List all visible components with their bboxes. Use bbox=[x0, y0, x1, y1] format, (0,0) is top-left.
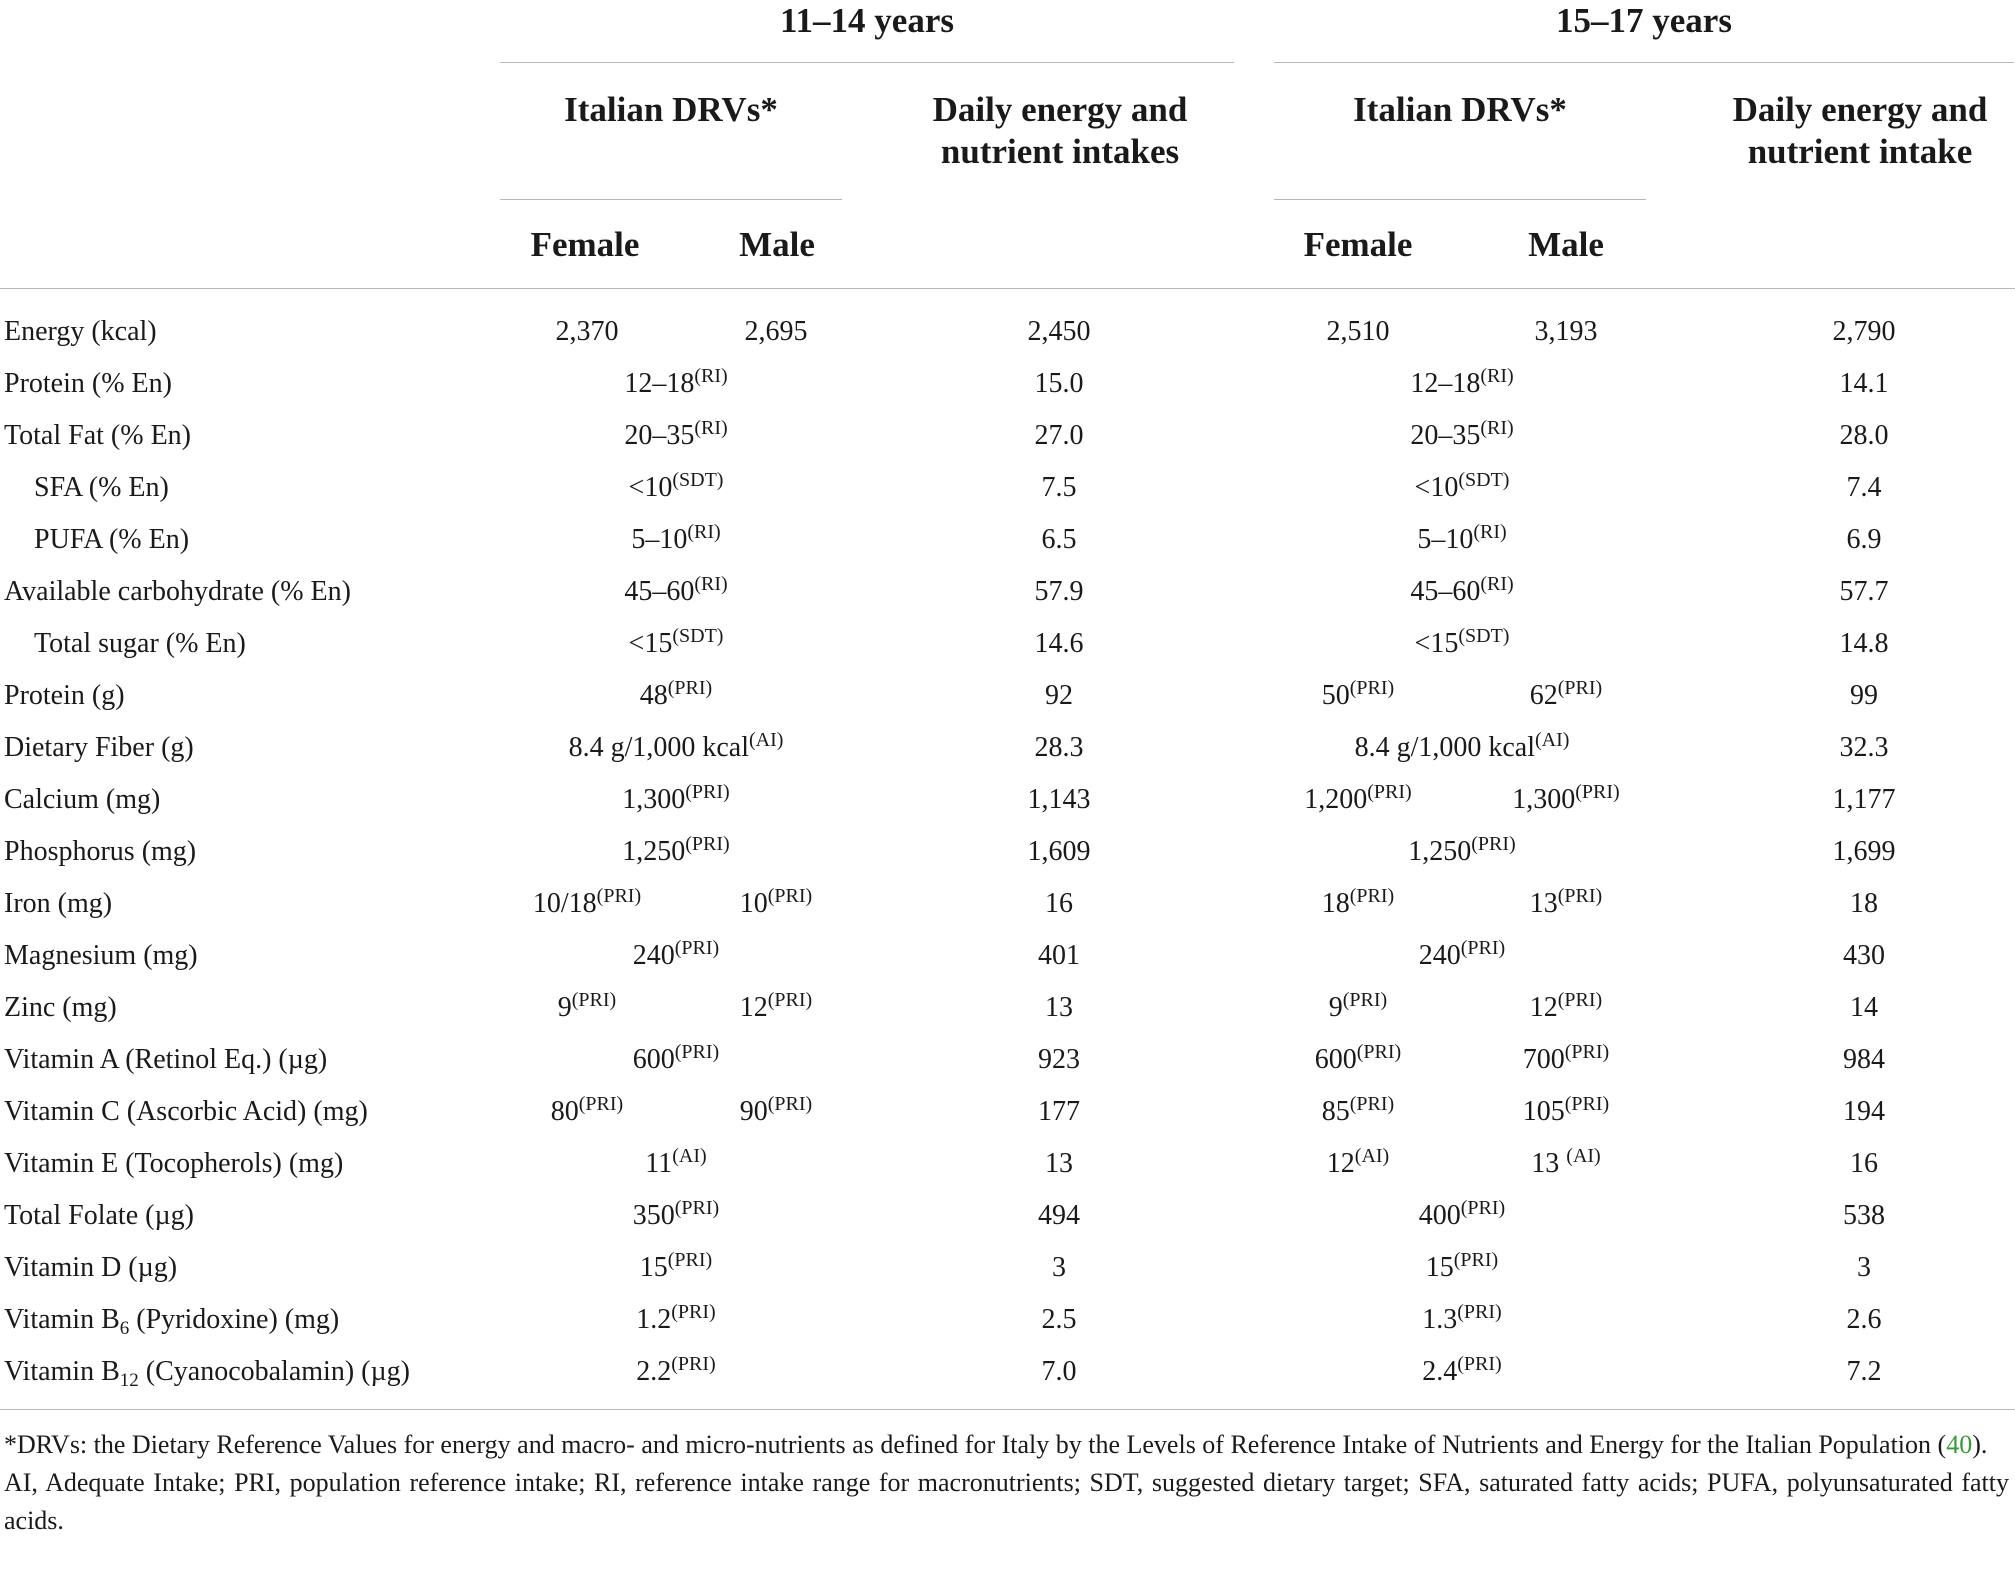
group-header-15-17: 15–17 years bbox=[1556, 1, 1732, 40]
drv-11-14-male-qualifier: (PRI) bbox=[767, 989, 813, 1011]
intake-11-14: 7.5 bbox=[1041, 472, 1077, 503]
drv-15-17-male-value: 62 bbox=[1529, 680, 1558, 711]
drv-15-17-both-value: 1,250 bbox=[1408, 836, 1472, 867]
intake-11-14: 6.5 bbox=[1041, 524, 1077, 555]
drv-15-17-male-qualifier: (PRI) bbox=[1557, 677, 1603, 699]
drv-11-14-both-value: 48 bbox=[639, 680, 668, 711]
drv-11-14-male-value: 12 bbox=[739, 992, 768, 1023]
table-row bbox=[0, 1086, 2015, 1138]
drv-11-14-both-qualifier: (PRI) bbox=[674, 937, 720, 959]
drv-15-17-female-value: 12 bbox=[1326, 1148, 1355, 1179]
row-label: Calcium (mg) bbox=[4, 784, 161, 815]
drv-11-14-both-qualifier: (SDT) bbox=[672, 625, 724, 647]
drv-15-17-both-qualifier: (PRI) bbox=[1460, 937, 1506, 959]
drv-11-14-both-value: 12–18 bbox=[624, 368, 695, 399]
intake-11-14: 92 bbox=[1045, 680, 1073, 711]
intake-11-14: 13 bbox=[1045, 992, 1073, 1023]
drv-15-17-male-qualifier: (PRI) bbox=[1557, 989, 1603, 1011]
intake-11-14: 177 bbox=[1038, 1096, 1080, 1127]
drv-15-17-both bbox=[1410, 358, 1513, 410]
drv-15-17-female-value: 2,510 bbox=[1326, 316, 1390, 347]
table-row bbox=[0, 878, 2015, 930]
table-row bbox=[0, 566, 2015, 618]
reference-link-40[interactable]: 40 bbox=[1946, 1430, 1973, 1459]
drv-15-17-both bbox=[1417, 514, 1506, 566]
drv-11-14-both-value: <15 bbox=[628, 628, 673, 659]
intake-15-17: 14.8 bbox=[1839, 628, 1889, 659]
drv-11-14-both-qualifier: (RI) bbox=[694, 365, 728, 387]
drv-15-17-male bbox=[1535, 306, 1598, 358]
drv-11-14-both bbox=[633, 1034, 719, 1086]
intake-11-14: 494 bbox=[1038, 1200, 1080, 1231]
drv-15-17-both bbox=[1410, 566, 1513, 618]
drv-11-14-both-value: 350 bbox=[632, 1200, 675, 1231]
drv-15-17-both-value: 45–60 bbox=[1410, 576, 1481, 607]
drv-11-14-both-qualifier: (PRI) bbox=[671, 1353, 716, 1375]
intake-15-17: 99 bbox=[1850, 680, 1878, 711]
drv-15-17-both-qualifier: (RI) bbox=[1473, 521, 1507, 543]
row-label: Vitamin $B_{12}$ (Cyanocobalamin) (µg) bbox=[4, 1356, 410, 1391]
table-row bbox=[0, 826, 2015, 878]
drv-15-17-female-qualifier: (PRI) bbox=[1349, 677, 1395, 699]
drv-15-17-both bbox=[1408, 826, 1515, 878]
drv-15-17-female bbox=[1322, 1086, 1394, 1138]
table-bottom-rule bbox=[0, 1409, 2015, 1410]
drv-11-14-both-qualifier: (PRI) bbox=[685, 781, 730, 803]
intake-15-17: 7.4 bbox=[1846, 472, 1882, 503]
female-header-15-17: Female bbox=[1303, 225, 1413, 264]
drv-11-14-male-value: 90 bbox=[739, 1096, 768, 1127]
drv-15-17-both-qualifier: (PRI) bbox=[1453, 1249, 1499, 1271]
drv-15-17-female-qualifier: (PRI) bbox=[1367, 781, 1412, 803]
drv-15-17-male bbox=[1530, 878, 1602, 930]
drv-15-17-both-value: 20–35 bbox=[1410, 420, 1481, 451]
drv-15-17-both bbox=[1415, 462, 1510, 514]
drv-15-17-both-value: 240 bbox=[1418, 940, 1461, 971]
drv-11-14-male-qualifier: (PRI) bbox=[767, 1093, 813, 1115]
intake-15-17: 32.3 bbox=[1839, 732, 1889, 763]
drv-15-17-female-value: 50 bbox=[1321, 680, 1350, 711]
drv-11-14-both-qualifier: (PRI) bbox=[667, 677, 713, 699]
drv-15-17-both-qualifier: (PRI) bbox=[1457, 1353, 1502, 1375]
drv-15-17-both-value: 1.3 bbox=[1422, 1304, 1458, 1335]
drv-15-17-male-value: 700 bbox=[1522, 1044, 1565, 1075]
intake-11-14: 1,609 bbox=[1027, 836, 1091, 867]
intake-11-14: 14.6 bbox=[1034, 628, 1084, 659]
drv-15-17-both-qualifier: (AI) bbox=[1534, 729, 1570, 751]
drv-15-17-both-value: 15 bbox=[1425, 1252, 1454, 1283]
intake-15-17: 194 bbox=[1843, 1096, 1885, 1127]
drv-15-17-both bbox=[1422, 1346, 1501, 1398]
drv-15-17-male-value: 13 bbox=[1529, 888, 1558, 919]
table-row bbox=[0, 1034, 2015, 1086]
row-label: Total Folate (µg) bbox=[4, 1200, 194, 1231]
intake-15-17: 984 bbox=[1843, 1044, 1885, 1075]
drv-15-17-both bbox=[1422, 1294, 1501, 1346]
drv-15-17-both bbox=[1355, 722, 1570, 774]
drv-11-14-male-value: 10 bbox=[739, 888, 768, 919]
table-row bbox=[0, 722, 2015, 774]
drv-11-14-female-value: 80 bbox=[550, 1096, 579, 1127]
drv-11-14-both bbox=[624, 358, 727, 410]
drv-15-17-male-qualifier: (PRI) bbox=[1564, 1093, 1610, 1115]
drv-11-14-both-qualifier: (PRI) bbox=[685, 833, 730, 855]
drv-11-14-female bbox=[556, 306, 619, 358]
intake-15-17: 28.0 bbox=[1839, 420, 1889, 451]
table-row bbox=[0, 514, 2015, 566]
drv-15-17-male-qualifier: (AI) bbox=[1566, 1145, 1601, 1167]
drv-11-14-both-qualifier: (SDT) bbox=[672, 469, 724, 491]
drv-15-17-female bbox=[1322, 878, 1394, 930]
intake-15-17: 16 bbox=[1850, 1148, 1878, 1179]
table-row bbox=[0, 1190, 2015, 1242]
drv-11-14-both-qualifier: (PRI) bbox=[674, 1041, 720, 1063]
drv-11-14-male bbox=[740, 1086, 812, 1138]
table-row bbox=[0, 774, 2015, 826]
female-header-11-14: Female bbox=[530, 225, 640, 264]
drv-11-14-female bbox=[533, 878, 641, 930]
drv-11-14-both bbox=[629, 618, 724, 670]
row-label: SFA (% En) bbox=[34, 472, 169, 503]
drv-11-14-both-qualifier: (PRI) bbox=[671, 1301, 716, 1323]
drv-11-14-both-qualifier: (AI) bbox=[672, 1145, 707, 1167]
drv-11-14-both-qualifier: (RI) bbox=[694, 573, 728, 595]
intake-15-17: 18 bbox=[1850, 888, 1878, 919]
drv-15-17-female-value: 9 bbox=[1328, 992, 1343, 1023]
drv-15-17-male-value: 3,193 bbox=[1534, 316, 1598, 347]
drv-11-14-both-value: 600 bbox=[632, 1044, 675, 1075]
abbreviation-footnote: AI, Adequate Intake; PRI, population reference intake; RI, reference intake range for macronutrients; SDT, suggested dietary target; SFA, saturated fatty acids; PUFA, polyunsaturated fatty acids. bbox=[4, 1468, 2009, 1535]
drv-11-14-both bbox=[645, 1138, 706, 1190]
intake-header-11-14-line1: Daily energy and bbox=[932, 90, 1188, 129]
drv-11-14-female-qualifier: (PRI) bbox=[596, 885, 642, 907]
intake-11-14: 2.5 bbox=[1041, 1304, 1077, 1335]
intake-15-17: 14.1 bbox=[1839, 368, 1889, 399]
footnotes bbox=[4, 1426, 2009, 1540]
intake-15-17: 2,790 bbox=[1832, 316, 1896, 347]
drv-15-17-both bbox=[1426, 1242, 1498, 1294]
drv-15-17-female-value: 1,200 bbox=[1304, 784, 1368, 815]
drv-15-17-female bbox=[1315, 1034, 1401, 1086]
drv-11-14-female bbox=[558, 982, 616, 1034]
drv-11-14-both-value: 1.2 bbox=[636, 1304, 672, 1335]
intake-15-17: 1,177 bbox=[1832, 784, 1896, 815]
drv-11-14-both-value: 15 bbox=[639, 1252, 668, 1283]
drv-11-14-female-value: 10/18 bbox=[532, 888, 597, 919]
drv-15-17-both bbox=[1415, 618, 1510, 670]
drv-11-14-female bbox=[551, 1086, 623, 1138]
drv-11-14-both-value: <10 bbox=[628, 472, 673, 503]
drv-15-17-female-value: 600 bbox=[1314, 1044, 1357, 1075]
row-label: Protein (% En) bbox=[4, 368, 172, 399]
drv-15-17-both-value: 8.4 g/1,000 kcal bbox=[1354, 732, 1535, 763]
row-label: Vitamin A (Retinol Eq.) (µg) bbox=[4, 1044, 328, 1075]
drv-11-14-both bbox=[624, 566, 727, 618]
drv-15-17-male-value: 13 bbox=[1531, 1148, 1567, 1179]
drv-footnote-end: ). bbox=[1972, 1430, 1988, 1459]
drv-11-14-both bbox=[640, 1242, 712, 1294]
drv-11-14-female-value: 2,370 bbox=[555, 316, 619, 347]
drv-15-17-male bbox=[1523, 1034, 1609, 1086]
drv-11-14-male-value: 2,695 bbox=[744, 316, 808, 347]
drv-15-17-both-value: 2.4 bbox=[1422, 1356, 1458, 1387]
row-label: PUFA (% En) bbox=[34, 524, 190, 555]
drv-15-17-both-value: <10 bbox=[1414, 472, 1459, 503]
drv-11-14-both-value: 11 bbox=[645, 1148, 673, 1179]
drv-11-14-both-value: 8.4 g/1,000 kcal bbox=[568, 732, 749, 763]
drv-11-14-both bbox=[624, 410, 727, 462]
table-row bbox=[0, 618, 2015, 670]
intake-11-14: 16 bbox=[1045, 888, 1073, 919]
intake-header-15-17-line1: Daily energy and bbox=[1732, 90, 1988, 129]
group-rule-15-17 bbox=[1274, 62, 2014, 63]
table-row bbox=[0, 1294, 2015, 1346]
intake-11-14: 28.3 bbox=[1034, 732, 1084, 763]
drv-15-17-both bbox=[1410, 410, 1513, 462]
intake-header-11-14-line2: nutrient intakes bbox=[940, 132, 1180, 171]
drv-15-17-male-value: 12 bbox=[1529, 992, 1558, 1023]
drv-15-17-female-qualifier: (PRI) bbox=[1349, 885, 1395, 907]
drv-15-17-both-qualifier: (RI) bbox=[1480, 417, 1514, 439]
row-label: Vitamin E (Tocopherols) (mg) bbox=[4, 1148, 344, 1179]
drv-15-17-female bbox=[1322, 670, 1394, 722]
drv-11-14-both-value: 45–60 bbox=[624, 576, 695, 607]
intake-11-14: 1,143 bbox=[1027, 784, 1091, 815]
row-label: Total Fat (% En) bbox=[4, 420, 191, 451]
drv-11-14-female-value: 9 bbox=[557, 992, 572, 1023]
drv-11-14-female-qualifier: (PRI) bbox=[578, 1093, 624, 1115]
intake-header-11-14 bbox=[880, 89, 1240, 173]
group-header-11-14: 11–14 years bbox=[779, 1, 954, 40]
drv-11-14-both bbox=[631, 514, 720, 566]
table-row bbox=[0, 1346, 2015, 1398]
drv-15-17-male-qualifier: (PRI) bbox=[1564, 1041, 1610, 1063]
drv-15-17-male bbox=[1530, 982, 1602, 1034]
drv-11-14-both-value: 1,300 bbox=[622, 784, 686, 815]
row-label: Energy (kcal) bbox=[4, 316, 157, 347]
row-label: Available carbohydrate (% En) bbox=[4, 576, 351, 607]
drv-15-17-male-value: 105 bbox=[1522, 1096, 1565, 1127]
drv-15-17-male bbox=[1523, 1086, 1609, 1138]
intake-11-14: 3 bbox=[1052, 1252, 1066, 1283]
row-label: Protein (g) bbox=[4, 680, 125, 711]
drv-15-17-both-qualifier: (PRI) bbox=[1471, 833, 1516, 855]
intake-15-17: 6.9 bbox=[1846, 524, 1882, 555]
drv-15-17-both bbox=[1419, 1190, 1505, 1242]
drv-11-14-female-qualifier: (PRI) bbox=[571, 989, 617, 1011]
drv-11-14-both bbox=[629, 462, 724, 514]
drv-rule-11-14 bbox=[500, 199, 842, 200]
drv-15-17-both-value: 12–18 bbox=[1410, 368, 1481, 399]
table-row bbox=[0, 670, 2015, 722]
table-row bbox=[0, 982, 2015, 1034]
drv-11-14-both bbox=[636, 1294, 715, 1346]
row-label: Vitamin C (Ascorbic Acid) (mg) bbox=[4, 1096, 368, 1127]
group-rule-11-14 bbox=[500, 62, 1234, 63]
drv-11-14-both-qualifier: (RI) bbox=[687, 521, 721, 543]
intake-11-14: 401 bbox=[1038, 940, 1080, 971]
intake-15-17: 538 bbox=[1843, 1200, 1885, 1231]
drv-15-17-both-qualifier: (PRI) bbox=[1460, 1197, 1506, 1219]
drv-rule-15-17 bbox=[1274, 199, 1646, 200]
drv-15-17-both-qualifier: (PRI) bbox=[1457, 1301, 1502, 1323]
table-row bbox=[0, 1242, 2015, 1294]
drv-11-14-both-value: 1,250 bbox=[622, 836, 686, 867]
drv-15-17-female-qualifier: (PRI) bbox=[1356, 1041, 1402, 1063]
row-label: Dietary Fiber (g) bbox=[4, 732, 194, 763]
drv-15-17-female bbox=[1304, 774, 1411, 826]
intake-15-17: 2.6 bbox=[1846, 1304, 1882, 1335]
drv-11-14-both bbox=[622, 774, 729, 826]
drv-15-17-male bbox=[1531, 1138, 1600, 1190]
drv-11-14-both bbox=[640, 670, 712, 722]
row-label: Magnesium (mg) bbox=[4, 940, 198, 971]
intake-15-17: 430 bbox=[1843, 940, 1885, 971]
drv-footnote bbox=[4, 1426, 2009, 1464]
row-label: Iron (mg) bbox=[4, 888, 113, 919]
table-row bbox=[0, 358, 2015, 410]
drv-11-14-male bbox=[740, 982, 812, 1034]
drv-11-14-both-qualifier: (PRI) bbox=[674, 1197, 720, 1219]
drv-15-17-male bbox=[1530, 670, 1602, 722]
drv-15-17-female-value: 85 bbox=[1321, 1096, 1350, 1127]
intake-15-17: 57.7 bbox=[1839, 576, 1889, 607]
intake-15-17: 3 bbox=[1857, 1252, 1871, 1283]
intake-15-17: 14 bbox=[1850, 992, 1878, 1023]
drv-15-17-female bbox=[1327, 306, 1390, 358]
table-row bbox=[0, 306, 2015, 358]
drv-header-15-17: Italian DRVs* bbox=[1353, 90, 1567, 129]
drv-15-17-female bbox=[1329, 982, 1387, 1034]
drv-11-14-both-value: 20–35 bbox=[624, 420, 695, 451]
drv-15-17-both-value: 5–10 bbox=[1417, 524, 1474, 555]
drv-11-14-both-qualifier: (RI) bbox=[694, 417, 728, 439]
intake-11-14: 27.0 bbox=[1034, 420, 1084, 451]
drv-15-17-male-qualifier: (PRI) bbox=[1575, 781, 1620, 803]
drv-11-14-both bbox=[622, 826, 729, 878]
drv-15-17-both bbox=[1419, 930, 1505, 982]
drv-15-17-male bbox=[1512, 774, 1619, 826]
drv-11-14-both bbox=[633, 930, 719, 982]
table-row bbox=[0, 930, 2015, 982]
row-label: Vitamin $B_6$ (Pyridoxine) (mg) bbox=[4, 1304, 340, 1339]
drv-15-17-female-qualifier: (PRI) bbox=[1349, 1093, 1395, 1115]
drv-11-14-male bbox=[740, 878, 812, 930]
drv-header-11-14: Italian DRVs* bbox=[564, 90, 778, 129]
drv-11-14-both bbox=[569, 722, 784, 774]
intake-11-14: 923 bbox=[1038, 1044, 1080, 1075]
header-bottom-rule bbox=[0, 288, 2015, 289]
row-label: Zinc (mg) bbox=[4, 992, 117, 1023]
drv-11-14-both-value: 5–10 bbox=[631, 524, 688, 555]
drv-15-17-female-qualifier: (AI) bbox=[1354, 1145, 1390, 1167]
intake-11-14: 57.9 bbox=[1034, 576, 1084, 607]
drv-11-14-male bbox=[745, 306, 808, 358]
drv-15-17-female-value: 18 bbox=[1321, 888, 1350, 919]
drv-footnote-text: *DRVs: the Dietary Reference Values for energy and macro- and micro-nutrients as defined for Italy by the Levels of Reference Intake of Nutrients and Energy for the Italian Population ( bbox=[4, 1430, 1947, 1459]
drv-15-17-female bbox=[1327, 1138, 1389, 1190]
drv-15-17-both-value: 400 bbox=[1418, 1200, 1461, 1231]
drv-15-17-female-qualifier: (PRI) bbox=[1342, 989, 1388, 1011]
drv-11-14-male-qualifier: (PRI) bbox=[767, 885, 813, 907]
drv-15-17-male-qualifier: (PRI) bbox=[1557, 885, 1603, 907]
row-label: Phosphorus (mg) bbox=[4, 836, 197, 867]
intake-header-15-17 bbox=[1680, 89, 2015, 173]
row-label: Vitamin D (µg) bbox=[4, 1252, 178, 1283]
drv-11-14-both-value: 240 bbox=[632, 940, 675, 971]
drv-15-17-both-value: <15 bbox=[1414, 628, 1459, 659]
table-row bbox=[0, 1138, 2015, 1190]
table-row bbox=[0, 410, 2015, 462]
drv-11-14-both bbox=[636, 1346, 715, 1398]
intake-header-15-17-line2: nutrient intake bbox=[1747, 132, 1973, 171]
intake-15-17: 1,699 bbox=[1832, 836, 1896, 867]
drv-15-17-both-qualifier: (RI) bbox=[1480, 365, 1514, 387]
row-label: Total sugar (% En) bbox=[34, 628, 246, 659]
drv-11-14-both-qualifier: (PRI) bbox=[667, 1249, 713, 1271]
drv-11-14-both bbox=[633, 1190, 719, 1242]
intake-11-14: 15.0 bbox=[1034, 368, 1084, 399]
drv-15-17-male-value: 1,300 bbox=[1512, 784, 1576, 815]
intake-11-14: 13 bbox=[1045, 1148, 1073, 1179]
intake-11-14: 2,450 bbox=[1027, 316, 1091, 347]
table-row bbox=[0, 462, 2015, 514]
drv-15-17-both-qualifier: (RI) bbox=[1480, 573, 1514, 595]
male-header-11-14: Male bbox=[739, 225, 815, 264]
intake-15-17: 7.2 bbox=[1846, 1356, 1882, 1387]
drv-15-17-both-qualifier: (SDT) bbox=[1458, 625, 1510, 647]
drv-11-14-both-value: 2.2 bbox=[636, 1356, 672, 1387]
drv-11-14-both-qualifier: (AI) bbox=[748, 729, 784, 751]
male-header-15-17: Male bbox=[1528, 225, 1604, 264]
intake-11-14: 7.0 bbox=[1041, 1356, 1077, 1387]
drv-15-17-both-qualifier: (SDT) bbox=[1458, 469, 1510, 491]
